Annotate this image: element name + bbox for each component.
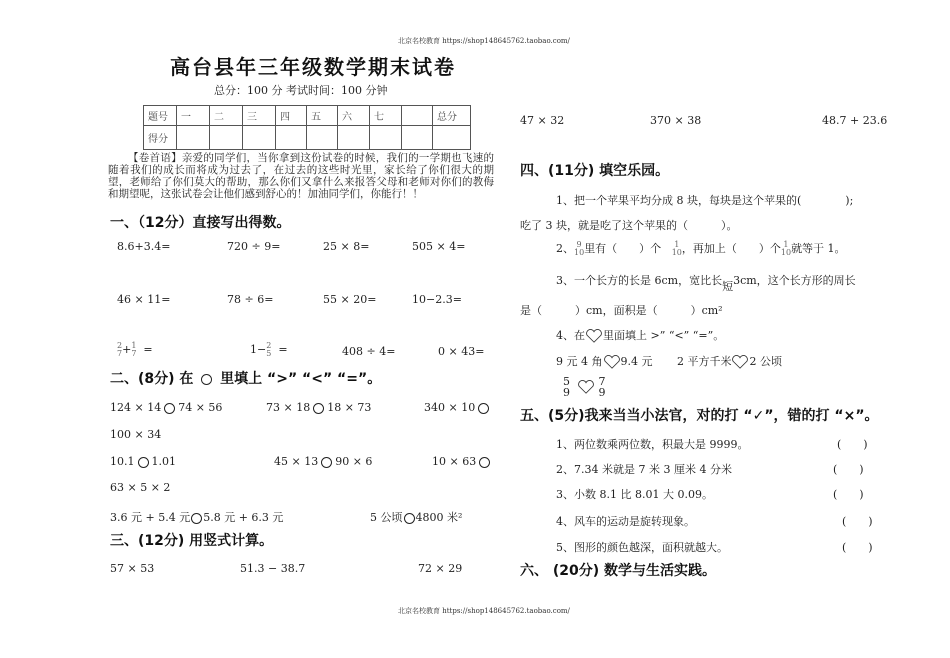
compare-item: 10.1 1.01: [110, 455, 176, 468]
compare-item-cont: 63 × 5 × 2: [110, 481, 171, 494]
problem: 55 × 20=: [323, 293, 377, 306]
problem: 505 × 4=: [412, 240, 466, 253]
score-cell[interactable]: [307, 126, 338, 150]
problem: 47 × 32: [520, 114, 565, 127]
table-header-cell: 题号: [144, 106, 177, 126]
problem: 46 × 11=: [117, 293, 171, 306]
fraction: 1 10: [780, 240, 792, 257]
score-cell[interactable]: [177, 126, 210, 150]
answer-paren[interactable]: ( ): [837, 438, 868, 451]
score-cell[interactable]: [370, 126, 402, 150]
problem-fraction-diff: 1− 2 5 =: [250, 341, 288, 358]
compare-circle[interactable]: [404, 513, 415, 524]
compare-circle[interactable]: [164, 403, 175, 414]
problem: 25 × 8=: [323, 240, 370, 253]
compare-item: 10 × 63: [432, 455, 493, 468]
table-header-cell: 五: [307, 106, 338, 126]
table-header-cell: 一: [177, 106, 210, 126]
compare-item: 340 × 10: [424, 401, 492, 414]
score-cell[interactable]: [210, 126, 243, 150]
compare-item: 5 公顷 4800 米²: [370, 511, 463, 524]
subtitle: 总分：100 分 考试时间：100 分钟: [214, 84, 388, 97]
table-header-cell: 六: [338, 106, 370, 126]
judge-item: 2、7.34 米就是 7 米 3 厘米 4 分米: [556, 463, 732, 476]
footer-watermark: 北京名校教育 https://shop148645762.taobao.com/: [398, 607, 570, 615]
compare-circle[interactable]: [321, 457, 332, 468]
problem: 8.6+3.4=: [117, 240, 171, 253]
section-5-title: 五、(5分)我来当当小法官，对的打 “✓”，错的打 “×”。: [520, 408, 879, 424]
fill-item: 3、一个长方的长是 6cm，宽比长短3cm，这个长方形的周长: [556, 274, 856, 293]
score-cell[interactable]: [338, 126, 370, 150]
problem: 57 × 53: [110, 562, 155, 575]
table-header-cell: 总分: [433, 106, 471, 126]
heart-compare[interactable]: [603, 355, 621, 369]
fraction: 5 9: [563, 375, 570, 399]
compare-item: 45 × 13 90 × 6: [274, 455, 373, 468]
compare-item-cont: 100 × 34: [110, 428, 162, 441]
fill-item: 2、 9 10 里有（ ）个 1 10 ，再加上（ ）个 1 10 就等于 1。: [556, 240, 846, 257]
heart-compare[interactable]: [731, 355, 749, 369]
compare-item: 73 × 18 18 × 73: [266, 401, 372, 414]
score-cell[interactable]: [402, 126, 433, 150]
section-6-title: 六、 (20分) 数学与生活实践。: [520, 563, 717, 579]
section-3-title: 三、(12分) 用竖式计算。: [110, 533, 274, 549]
problem-fraction-sum: 2 7 + 1 7 =: [117, 341, 153, 358]
problem: 0 × 43=: [438, 345, 485, 358]
problem: 48.7 + 23.6: [822, 114, 888, 127]
problem: 370 × 38: [650, 114, 702, 127]
intro-paragraph: 【卷首语】亲爱的同学们，当你拿到这份试卷的时候，我们的一学期也飞速的随着我们的成长而将成为过去了，在过去的这些时光里，家长给了你们很大的期望，老师给了你们莫大的帮助，那么你们又拿什么来报答父母和老师对你们的教侮和期望呢，这张试卷会让他们感到舒心的！加油同学们，你能行！！: [108, 152, 494, 200]
judge-item: 5、图形的颜色越深，面积就越大。: [556, 541, 728, 554]
table-header-cell: 四: [276, 106, 307, 126]
fill-item-fractions: [563, 376, 606, 398]
compare-item: 124 × 14 74 × 56: [110, 401, 223, 414]
compare-circle[interactable]: [313, 403, 324, 414]
problem: 720 ÷ 9=: [227, 240, 281, 253]
fraction: 9 10: [574, 240, 585, 257]
page-title: 高台县年三年级数学期末试卷: [170, 55, 456, 79]
fill-item: 是（ ）cm，面积是（ ）cm²: [520, 304, 723, 317]
fill-item: 4、在 里面填上 >” “<” “=”。: [556, 329, 725, 342]
fraction: 7 9: [598, 375, 606, 399]
answer-paren[interactable]: ( ): [833, 463, 864, 476]
judge-item: 4、风车的运动是旋转现象。: [556, 515, 695, 528]
problem: 72 × 29: [418, 562, 463, 575]
answer-paren[interactable]: ( ): [833, 488, 864, 501]
problem: 408 ÷ 4=: [342, 345, 396, 358]
table-row-label: 得分: [144, 126, 177, 150]
heart-icon: [585, 329, 603, 343]
fraction: 1 10: [671, 240, 682, 257]
score-table: [143, 105, 471, 150]
header-watermark: 北京名校教育 https://shop148645762.taobao.com/: [398, 37, 570, 45]
compare-circle[interactable]: [478, 403, 489, 414]
score-cell[interactable]: [243, 126, 276, 150]
section-1-title: 一、（12分）直接写出得数。: [110, 215, 291, 231]
compare-circle[interactable]: [138, 457, 149, 468]
table-header-cell: 七: [370, 106, 402, 126]
judge-item: 3、小数 8.1 比 8.01 大 0.09。: [556, 488, 713, 501]
circle-icon: [201, 374, 212, 385]
table-header-cell: 二: [210, 106, 243, 126]
problem: 51.3 − 38.7: [240, 562, 306, 575]
fill-item: 吃了 3 块，就是吃了这个苹果的（ ）。: [520, 219, 738, 232]
score-cell[interactable]: [276, 126, 307, 150]
section-2-title: 二、(8分) 在 里填上 “>” “<” “=”。: [110, 371, 382, 387]
fraction: 2 5: [266, 341, 272, 358]
fraction: 1 7: [131, 341, 137, 358]
fraction: 2 7: [117, 341, 123, 358]
answer-paren[interactable]: ( ): [842, 541, 873, 554]
judge-item: 1、两位数乘两位数，积最大是 9999。: [556, 438, 749, 451]
fill-item: 1、把一个苹果平均分成 8 块，每块是这个苹果的( );: [556, 194, 854, 207]
compare-circle[interactable]: [191, 513, 202, 524]
score-cell[interactable]: [433, 126, 471, 150]
compare-item: 3.6 元 + 5.4 元 5.8 元 + 6.3 元: [110, 511, 284, 524]
problem: 78 ÷ 6=: [227, 293, 274, 306]
table-header-cell: [402, 106, 433, 126]
fill-item: 9 元 4 角 9.4 元 2 平方千米 2 公顷: [556, 355, 782, 368]
compare-circle[interactable]: [479, 457, 490, 468]
table-header-cell: 三: [243, 106, 276, 126]
section-4-title: 四、(11分) 填空乐园。: [520, 163, 670, 179]
problem: 10−2.3=: [412, 293, 462, 306]
answer-paren[interactable]: ( ): [842, 515, 873, 528]
heart-compare[interactable]: [577, 380, 595, 394]
